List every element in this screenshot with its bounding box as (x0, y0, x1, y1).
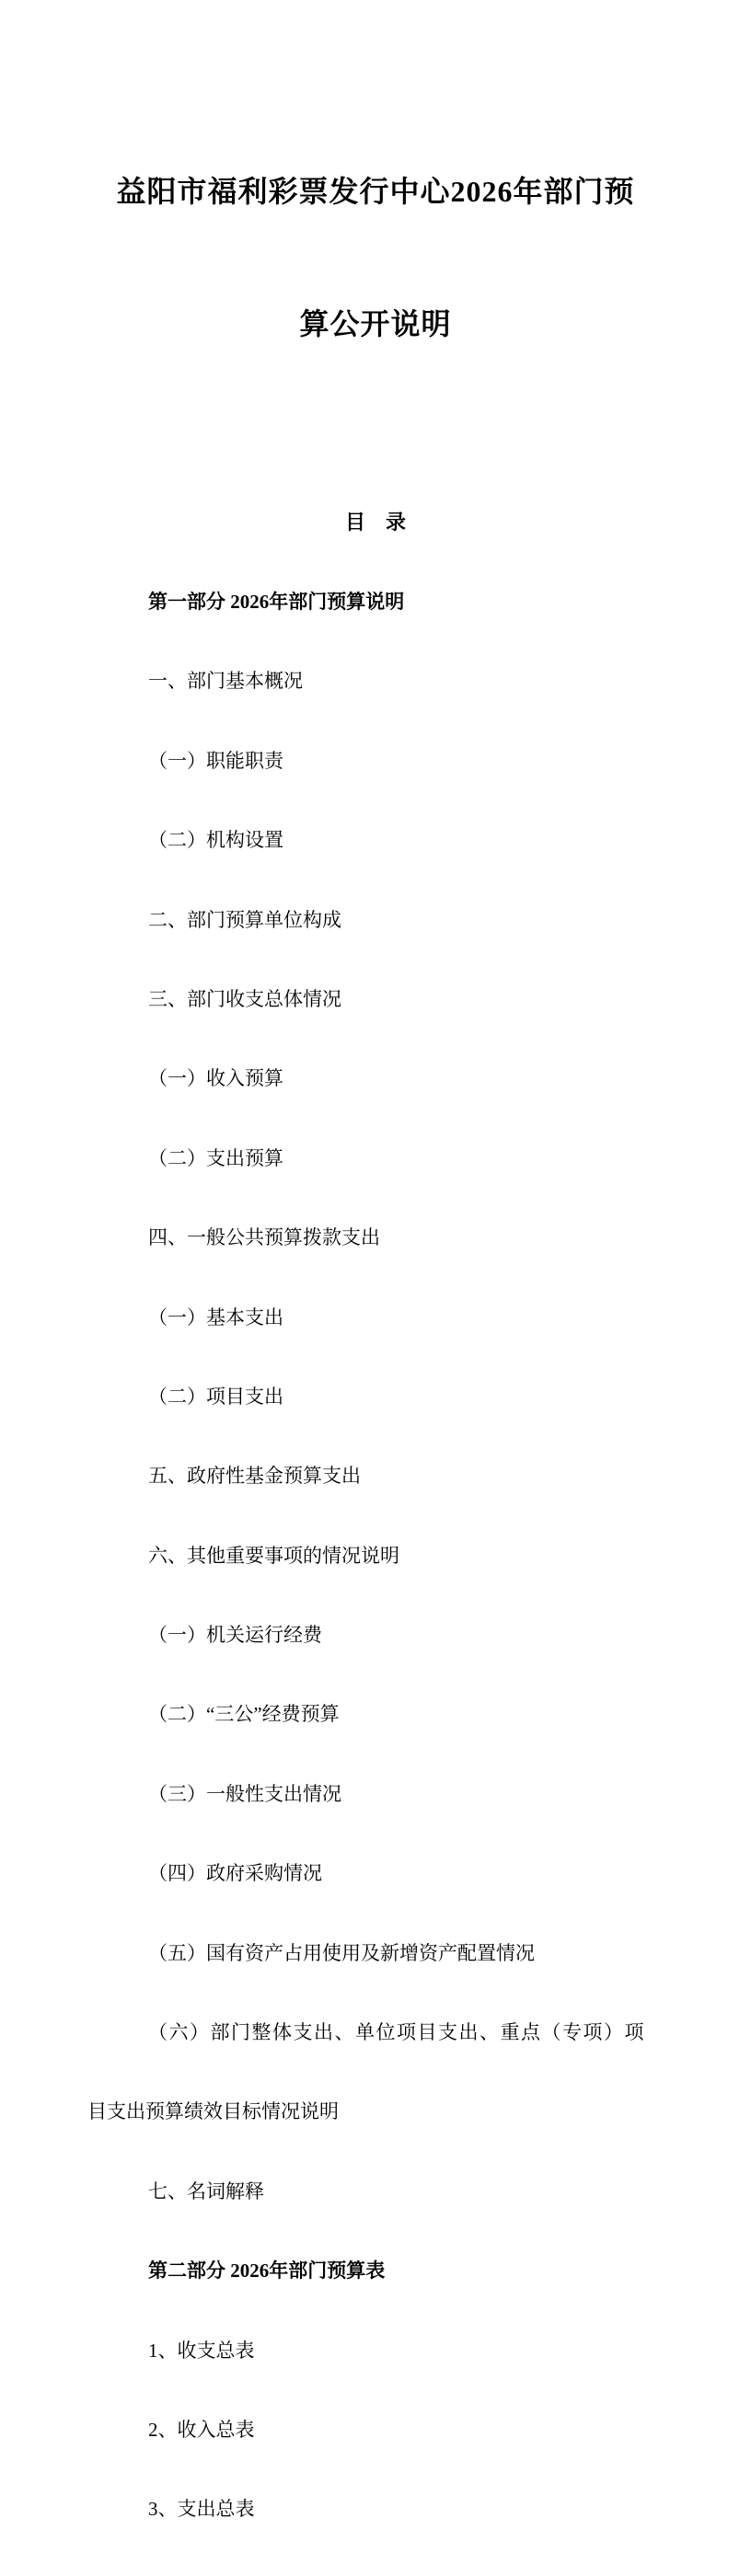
toc-item: 七、名词解释 (148, 2179, 264, 2202)
toc-item: （一）职能职责 (148, 749, 283, 772)
toc-item: 五、政府性基金预算支出 (148, 1465, 361, 1488)
toc-item: （六）部门整体支出、单位项目支出、重点（专项）项 (148, 2021, 645, 2044)
page-title-line-2: 算公开说明 (299, 307, 452, 340)
toc-item: （二）支出预算 (148, 1146, 283, 1169)
toc-item: 六、其他重要事项的情况说明 (148, 1544, 399, 1567)
toc-item: 三、部门收支总体情况 (148, 987, 341, 1010)
toc-item: 二、部门预算单位构成 (148, 908, 341, 931)
toc-heading: 目 录 (344, 510, 406, 534)
toc-item: （三）一般性支出情况 (148, 1782, 341, 1805)
toc-item: （一）收入预算 (148, 1067, 283, 1090)
toc-section-part1: 第一部分 2026年部门预算说明 (148, 590, 405, 613)
toc-item: （二）项目支出 (148, 1385, 283, 1408)
toc-item: 3、支出总表 (148, 2498, 255, 2521)
toc-item: 四、一般公共预算拨款支出 (148, 1226, 380, 1249)
toc-item: （五）国有资产占用使用及新增资产配置情况 (148, 1941, 535, 1964)
table-of-contents (0, 456, 751, 2576)
toc-item: 2、收入总表 (148, 2418, 255, 2441)
document-page (0, 81, 751, 2521)
toc-item: 一、部门基本概况 (148, 670, 303, 693)
toc-item: （一）基本支出 (148, 1305, 283, 1328)
page-title-line-1: 益阳市福利彩票发行中心2026年部门预 (116, 175, 635, 208)
toc-item: （四）政府采购情况 (148, 1862, 322, 1885)
toc-item: （二）“三公”经费预算 (148, 1703, 340, 1726)
toc-item: （二）机构设置 (148, 829, 283, 852)
toc-item: （一）机关运行经费 (148, 1624, 322, 1647)
toc-item: 1、收支总表 (148, 2339, 255, 2362)
toc-section-part2: 第二部分 2026年部门预算表 (148, 2260, 386, 2283)
toc-item-continuation: 目支出预算绩效目标情况说明 (87, 2100, 339, 2123)
page-title (81, 81, 670, 434)
